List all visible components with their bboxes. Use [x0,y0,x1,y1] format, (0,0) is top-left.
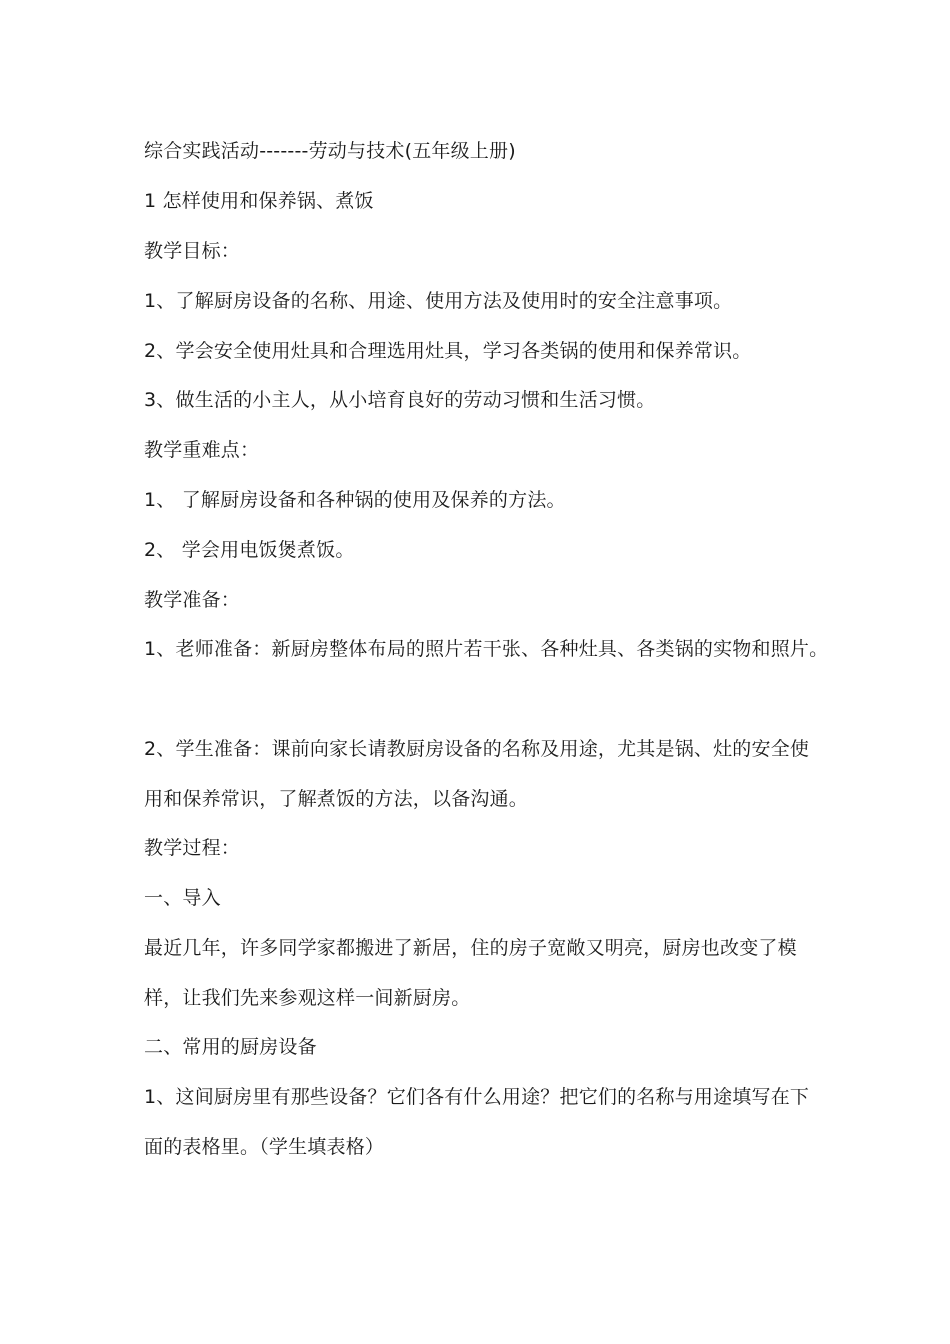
intro-paragraph-line: 最近几年，许多同学家都搬进了新居，住的房子宽敞又明亮，厨房也改变了模 [144,937,797,959]
teacher-preparation: 1、老师准备：新厨房整体布局的照片若干张、各种灶具、各类锅的实物和照片。 [144,638,829,660]
key-point-item: 2、 学会用电饭煲煮饭。 [144,539,355,561]
section2-heading: 二、常用的厨房设备 [144,1036,317,1058]
section2-paragraph-line: 1、这间厨房里有那些设备？它们各有什么用途？把它们的名称与用途填写在下 [144,1086,810,1108]
objective-item: 1、了解厨房设备的名称、用途、使用方法及使用时的安全注意事项。 [144,290,733,312]
key-point-item: 1、 了解厨房设备和各种锅的使用及保养的方法。 [144,489,566,511]
lesson-title: 1 怎样使用和保养锅、煮饭 [144,190,374,212]
student-preparation-line: 用和保养常识，了解煮饭的方法，以备沟通。 [144,788,529,810]
key-points-heading: 教学重难点： [144,439,260,461]
process-heading: 教学过程： [144,837,241,859]
student-preparation-line: 2、学生准备：课前向家长请教厨房设备的名称及用途，尤其是锅、灶的安全使 [144,738,810,760]
objective-item: 3、做生活的小主人，从小培育良好的劳动习惯和生活习惯。 [144,389,656,411]
section2-paragraph-line: 面的表格里。（学生填表格） [144,1136,385,1158]
document-title: 综合实践活动-------劳动与技术(五年级上册) [144,140,516,162]
objective-item: 2、学会安全使用灶具和合理选用灶具，学习各类锅的使用和保养常识。 [144,340,752,362]
preparation-heading: 教学准备： [144,589,241,611]
objectives-heading: 教学目标： [144,240,241,262]
intro-heading: 一、导入 [144,887,221,909]
intro-paragraph-line: 样，让我们先来参观这样一间新厨房。 [144,987,471,1009]
